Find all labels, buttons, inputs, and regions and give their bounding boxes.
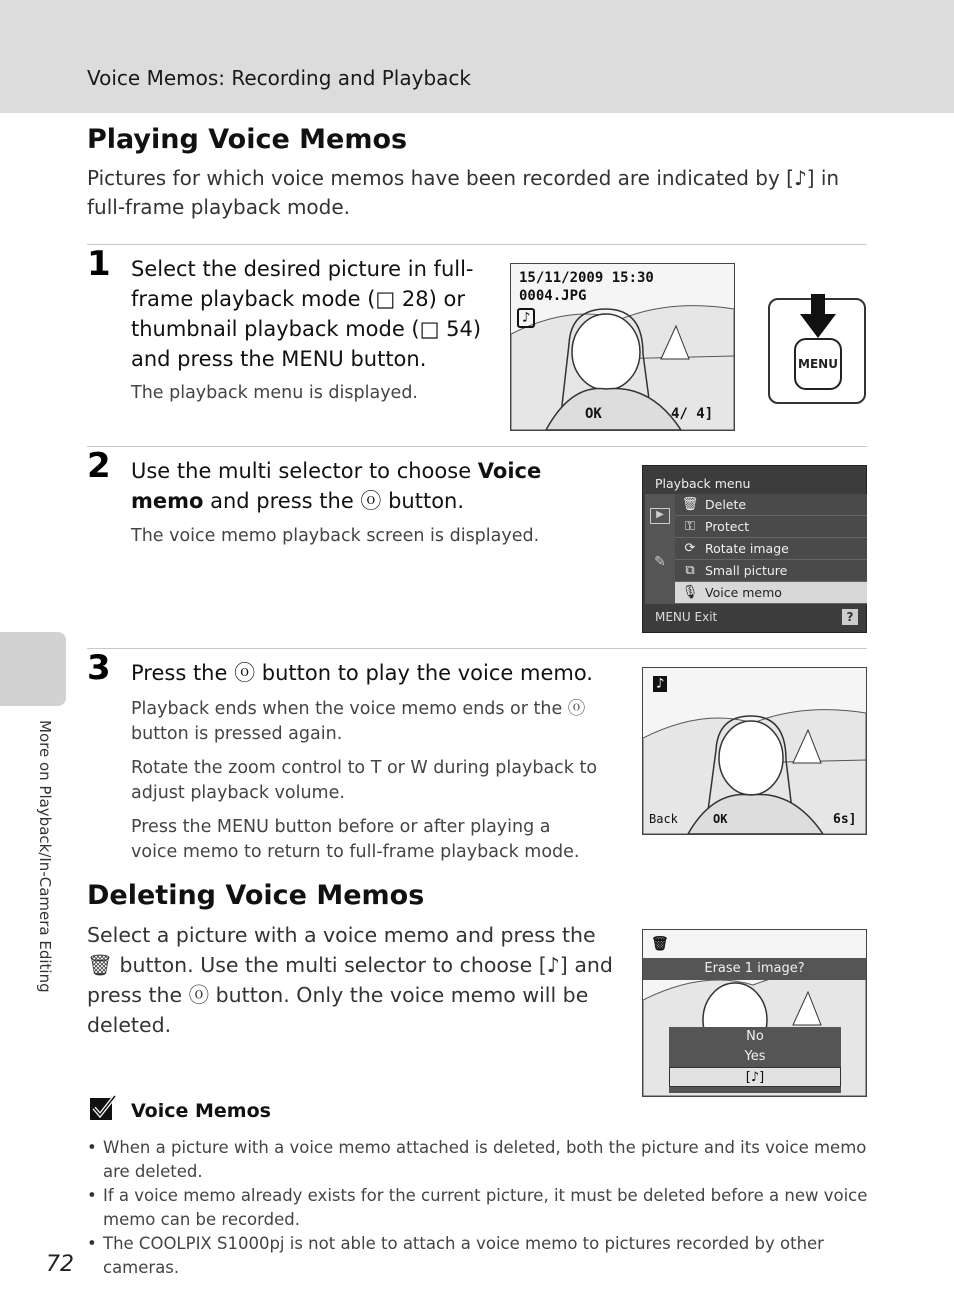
menu-button-illustration bbox=[768, 298, 866, 404]
erase-dialog-screen bbox=[642, 929, 867, 1097]
side-tab-label: More on Playback/In-Camera Editing bbox=[36, 720, 54, 993]
menu-exit: MENU Exit bbox=[655, 610, 718, 624]
resize-icon: ⧉ bbox=[685, 563, 695, 578]
step3-sub2: Rotate the zoom control to T or W during playback to adjust playback volume. bbox=[131, 758, 598, 803]
page-number: 72 bbox=[46, 1252, 74, 1277]
key-icon: ⚿ bbox=[685, 519, 695, 534]
ok-icon: OK bbox=[585, 406, 602, 422]
divider bbox=[87, 446, 867, 447]
playing-intro: Pictures for which voice memos have been recorded are indicated by [♪] in full-frame playback mode. bbox=[87, 166, 840, 219]
arrow-down-icon bbox=[798, 294, 838, 344]
step2-text: Use the multi selector to choose Voice memo and press the ⓞ button. bbox=[131, 459, 542, 513]
page-header bbox=[0, 0, 954, 113]
menu-side-tabs bbox=[645, 494, 675, 604]
step1-sub: The playback menu is displayed. bbox=[131, 383, 418, 403]
menu-list bbox=[675, 494, 867, 606]
deleting-body: Select a picture with a voice memo and press the 🗑 button. Use the multi selector to choose [♪] and press the ⓞ button. Only the voice memo will be deleted. bbox=[87, 923, 613, 1037]
menu-item-rotate-image[interactable]: ⟳ Rotate image bbox=[675, 538, 867, 560]
list-item: • If a voice memo already exists for the current picture, it must be deleted before a new voice memo can be recorded. bbox=[87, 1184, 877, 1231]
option-yes[interactable]: Yes bbox=[744, 1049, 766, 1064]
checkmark-icon bbox=[89, 1094, 117, 1122]
voice-memo-playback-screen bbox=[642, 667, 867, 835]
osd-frame-counter: 4/ 4] bbox=[671, 406, 714, 422]
menu-button: MENU bbox=[794, 338, 842, 390]
list-item: • When a picture with a voice memo attached is deleted, both the picture and its voice memo are deleted. bbox=[87, 1136, 877, 1183]
note-bullets bbox=[87, 1136, 877, 1280]
option-voice-memo[interactable]: [♪] bbox=[669, 1067, 841, 1087]
step2-sub: The voice memo playback screen is displayed. bbox=[131, 526, 540, 546]
step1-screen bbox=[510, 263, 735, 431]
osd-date: 15/11/2009 15:30 bbox=[519, 270, 654, 286]
step3-number: 3 bbox=[87, 648, 111, 688]
menu-title: Playback menu bbox=[655, 476, 751, 491]
erase-options bbox=[669, 1027, 841, 1093]
header-title: Voice Memos: Recording and Playback bbox=[87, 66, 471, 90]
playback-menu-screen bbox=[642, 465, 867, 633]
step1-number: 1 bbox=[87, 244, 111, 284]
divider bbox=[87, 244, 867, 245]
list-item: • The COOLPIX S1000pj is not able to attach a voice memo to pictures recorded by other cameras. bbox=[87, 1232, 877, 1279]
step1-text: Select the desired picture in full-frame playback mode (□ 28) or thumbnail playback mode (□ 54) and press the MENU button. bbox=[131, 257, 482, 371]
voice-memo-indicator-icon: ♪ bbox=[653, 676, 667, 692]
voice-memo-indicator-icon: ♪ bbox=[517, 308, 535, 328]
step3-sub3: Press the MENU button before or after playing a voice memo to return to full-frame playback mode. bbox=[131, 817, 580, 862]
menu-item-small-picture[interactable]: ⧉ Small picture bbox=[675, 560, 867, 582]
help-icon: ? bbox=[842, 609, 858, 625]
microphone-icon: 🎙 bbox=[681, 585, 699, 600]
divider bbox=[87, 648, 867, 649]
deleting-heading: Deleting Voice Memos bbox=[87, 880, 425, 911]
osd-filename: 0004.JPG bbox=[519, 288, 587, 304]
rotate-icon: ⟳ bbox=[684, 541, 696, 556]
step2-number: 2 bbox=[87, 446, 111, 486]
back-label: Back bbox=[649, 812, 678, 826]
option-no[interactable]: No bbox=[746, 1029, 764, 1044]
voice-memo-label: Voice memo bbox=[131, 459, 542, 513]
ok-icon: OK bbox=[713, 812, 728, 826]
step3-text: Press the ⓞ button to play the voice memo. bbox=[131, 661, 593, 685]
portrait-picture bbox=[643, 668, 866, 834]
erase-prompt: Erase 1 image? bbox=[643, 958, 866, 980]
side-tab bbox=[0, 632, 66, 706]
trash-icon: 🗑 bbox=[681, 497, 699, 512]
step3-sub1: Playback ends when the voice memo ends or the ⓞ button is pressed again. bbox=[131, 699, 586, 744]
trash-icon: 🗑 bbox=[651, 936, 669, 952]
menu-item-delete[interactable]: 🗑 Delete bbox=[675, 494, 867, 516]
menu-item-protect[interactable]: ⚿ Protect bbox=[675, 516, 867, 538]
playing-heading: Playing Voice Memos bbox=[87, 124, 408, 155]
memo-duration: 6s] bbox=[833, 812, 857, 827]
menu-item-voice-memo[interactable]: 🎙 Voice memo bbox=[675, 582, 867, 604]
wrench-icon: ✎ bbox=[654, 554, 666, 570]
note-title: Voice Memos bbox=[131, 1100, 271, 1122]
play-icon: ▶ bbox=[650, 508, 670, 524]
